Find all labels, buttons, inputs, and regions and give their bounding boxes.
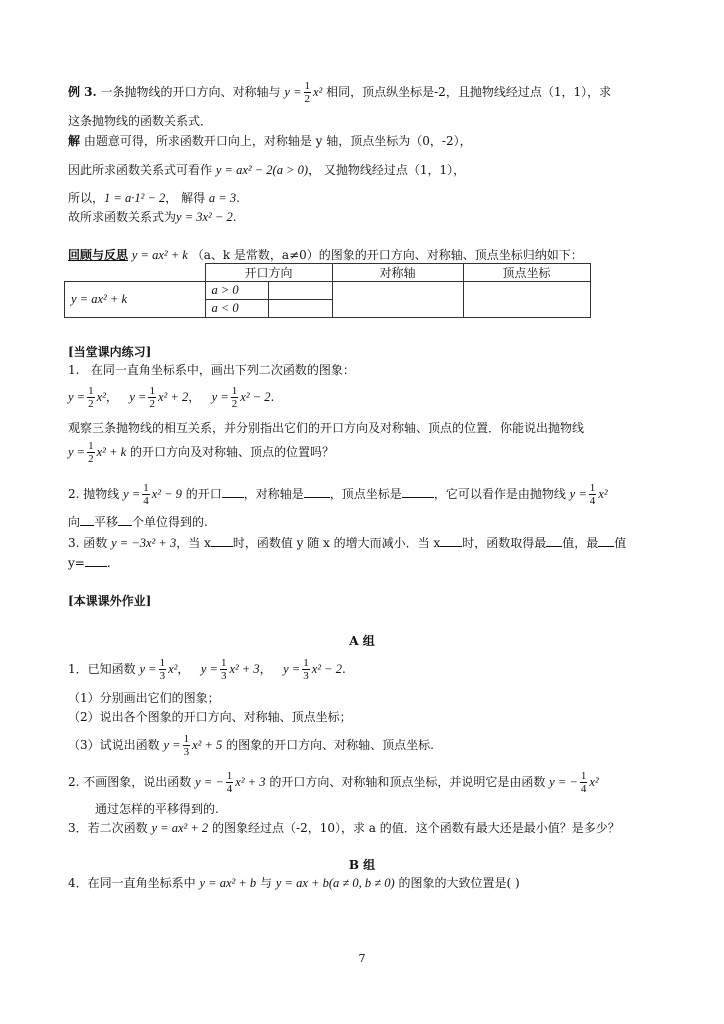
homework-q1-sub2: （2）说出各个图象的开口方向、对称轴、顶点坐标；: [68, 710, 352, 724]
practice-q3: 3. 函数 y = −3x² + 3，当 x 时，函数值 y 随 x 的增大而减小．当 x 时，函数取得最 值，最 值: [68, 536, 627, 550]
example3-line2: 这条抛物线的函数关系式．: [68, 114, 213, 128]
fraction: $\frac{1}{2}$: [304, 80, 310, 105]
group-a-heading: A 组: [349, 634, 375, 648]
practice-q2: 2. 抛物线 y = $\frac{1}{4}$ x² − 9 的开口 ，对称轴是 ，顶点坐标是 ，它可以看作是由抛物线 y = $\frac{1}{4}$ x²: [68, 482, 608, 507]
homework-q4: 4．在同一直角坐标系中 y = ax² + b 与 y = ax + b(a ≠ 0, b ≠ 0) 的图象的大致位置是( ): [68, 876, 520, 890]
example3-line4: 因此所求函数关系式可看作 y = ax² − 2(a > 0)， 又抛物线经过点（1，1），: [68, 163, 466, 177]
practice-q1-funcs: y = $\frac{1}{2}$ x²， y = $\frac{1}{2}$ x² + 2， y = $\frac{1}{2}$ x² − 2.: [68, 385, 275, 410]
homework-q3: 3．若二次函数 y = ax² + 2 的图象经过点（-2，10），求 a 的值．这个函数有最大还是最小值？是多少？: [68, 821, 620, 835]
practice-q2-cont: 向 平移 个单位得到的.: [68, 515, 208, 529]
homework-q1: 1．已知函数 y = $\frac{1}{3}$ x²， y = $\frac{1}{3}$ x² + 3， y = $\frac{1}{3}$ x² − 2.: [68, 657, 346, 682]
homework-q2-cont: 通过怎样的平移得到的.: [95, 802, 219, 816]
practice-q1-obs: 观察三条抛物线的相互关系，并分别指出它们的开口方向及对称轴、顶点的位置．你能说出抛物线: [68, 421, 585, 435]
group-b-heading: B 组: [348, 858, 376, 872]
page-number: 7: [358, 952, 366, 965]
review-line: 回顾与反思 y = ax² + k （a、k 是常数，a≠0）的图象的开口方向、对称轴、顶点坐标归纳如下：: [68, 248, 583, 262]
review-table: 开口方向 对称轴 顶点坐标 y = ax² + k a > 0 a < 0: [64, 263, 591, 318]
homework-header: [本课课外作业]: [68, 594, 152, 608]
homework-q1-sub3: （3）试说出函数 y = $\frac{1}{3}$ x² + 5 的图象的开口方向、对称轴、顶点坐标.: [68, 733, 434, 758]
practice-q3-cont: y= .: [68, 556, 111, 570]
example3-line1: 例 3. 一条抛物线的开口方向、对称轴与 y = $\frac{1}{2}$ x² 相同，顶点纵坐标是-2，且抛物线经过点（1，1），求: [68, 80, 612, 105]
example3-line6: 故所求函数关系式为y = 3x² − 2.: [68, 210, 237, 224]
homework-q1-sub1: （1）分别画出它们的图象；: [68, 691, 220, 705]
example3-line5: 所以，1 = a·1² − 2， 解得 a = 3.: [68, 191, 240, 205]
solution-label: 解: [68, 134, 81, 148]
practice-q1: 1. 在同一直角坐标系中，画出下列二次函数的图象：: [68, 363, 355, 377]
homework-q2: 2. 不画图象，说出函数 y = − $\frac{1}{4}$ x² + 3 的开口方向、对称轴和顶点坐标，并说明它是由函数 y = − $\frac{1}{4}$ x²: [68, 770, 599, 795]
review-label: 回顾与反思: [68, 248, 129, 262]
example-label: 例 3.: [68, 85, 97, 99]
practice-header: [当堂课内练习]: [68, 345, 152, 359]
solution-line: 解 由题意可得，所求函数开口向上，对称轴是 y 轴，顶点坐标为（0，-2），: [68, 134, 472, 148]
practice-q1-last: y = $\frac{1}{2}$ x² + k 的开口方向及对称轴、顶点的位置吗？: [68, 440, 334, 465]
